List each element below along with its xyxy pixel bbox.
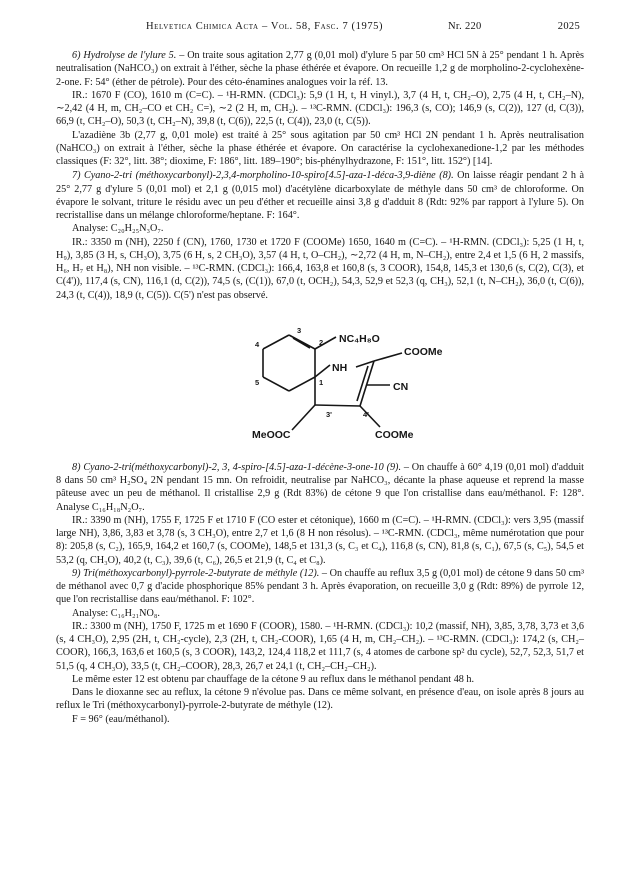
section-7-spectra: IR.: 3350 m (NH), 2250 f (CN), 1760, 1730 et 1720 F (COOMe) 1650, 1640 m (C=C). – ¹H-RMN. (CDCl₃): 5,25 (1 H, t, H₉), 3,85 (3 H, s, CH₃O), 3,75 (6 H, s, 2 CH₃O), 3,57 (4 H, t, O–CH₂), ∼2,72 (4 H, m, N–CH₂), entre 2,4 et 1,5 (6 H, 2 massifs, H₆, H₇ et H₈), NH non visible. – ¹³C-RMN. (CDCl₃): 166,4, 163,8 et 160,8 (s, 3 COOR), 154,8, 145,3 et 130,6 (s, C(2), C(3), et C(4')), 117,4 (s, CN), 116,1 (d, C(2)), 74,5 (s, (C(1)), 67,0 (t, OCH₂), 54,3, 52,9 et 52,3 (q, CH₃), 52,1 (t, N–CH₂), 36,0 (t, C(6)), 24,3 (t, C(4)), 18,9 (t, C(5)). C(5') n'est pas observé. — [56, 236, 584, 301]
ring-number-2: 2 — [319, 337, 324, 347]
article-body — [56, 49, 584, 726]
section-9-melting-point: F = 96° (eau/méthanol). — [72, 713, 170, 725]
section-6-spectra: IR.: 1670 F (CO), 1610 m (C=C). – ¹H-RMN. (CDCl₃): 5,9 (1 H, t, H vinyl.), 3,7 (4 H, t, CH₂–O), 2,75 (4 H, t, CH₂–N), ∼2,42 (4 H, m, CH₂–CO et CH₂ C=), ∼2 (2 H, m, CH₂). – ¹³C-RMN. (CDCl₃): 196,3 (s, CO); 146,9 (s, C(2)), 127 (d, C(3)), 66,9 (t, CH₂–O), 50,3 (t, CH₂–N), 39,8 (t, C(6)), 22,5 (t, C(4)), 23,0 (t, C(5)). — [56, 89, 584, 128]
section-7-paragraph — [56, 169, 584, 222]
section-8-text: – On chauffe à 60° 4,19 (0,01 mol) d'adduit 8 dans 50 cm³ H₂SO₄ 2N pendant 15 mn. On refroidit, neutralise par NaHCO₃, décante la phase aqueuse et reprend la masse pâteuse avec un peu de méthanol. Il cristallise 2,9 g (Rdt 83%) de cétone 9 que l'on cristallise dans eau/méthanol. F: 128°. Analyse C₁₆H₁₈N₂O₇. — [56, 461, 584, 513]
azadiene-paragraph: L'azadiène 3b (2,77 g, 0,01 mole) est traité à 25° sous agitation par 50 cm³ HCl 2N pendant 1 h. Après neutralisation (NaHCO₃) on extrait à l'éther, sèche la phase éthérée et évapore. On caractérise la cyclohexanedione-1,2 par les méthodes classiques (F: 32°, litt. 38°; dioxime, F: 186°, litt. 189–190°; bis-phénylhydrazone, F: 151°, litt. 152°) [14]. — [56, 129, 584, 167]
diagram-label-nh: NH — [332, 361, 348, 374]
ring-number-4: 4 — [255, 339, 260, 349]
structure-labels — [56, 305, 584, 455]
section-9-analysis: Analyse: C₁₆H₂₁NO₈. — [72, 607, 160, 619]
ring-number-5: 5 — [255, 377, 260, 387]
section-7-title: 7) Cyano-2-tri (méthoxycarbonyl)-2,3,4-morpholino-10-spiro[4.5]-aza-1-déca-3,9-diène (8). — [72, 170, 454, 182]
page-number: 2025 — [557, 21, 580, 32]
section-6-text: – On traite sous agitation 2,77 g (0,01 mol) d'ylure 5 par 50 cm³ HCl 5N à 25° pendant 1 h. Après neutralisation (NaHCO₃) on extrait à l'éther, sèche la phase éthérée et évapore. On recueille 1,2 g de morpholino-2-cyclohexène-2-one. F: 54° (éther de pétrole). Pour des céto-énamines analogues voir la réf. 13. — [56, 50, 584, 88]
diagram-label-cn: CN — [393, 380, 409, 393]
section-9-text: – On chauffe au reflux 3,5 g (0,01 mol) de cétone 9 dans 50 cm³ de méthanol avec 0,7 g d'acide phosphorique 85% pendant 3 h. Après évaporation, on recueille 3,0 g (Rdt: 89%) de pyrrole 12, que l'on recristallise dans eau/méthanol. F: 102°. — [56, 567, 585, 606]
section-9-spectra: IR.: 3300 m (NH), 1750 F, 1725 m et 1690 F (COOR), 1580. – ¹H-RMN. (CDCl₃): 10,2 (massif, NH), 3,85, 3,78, 3,73 et 3,6 (s, 4 CH₃O), 2,95 (2H, t, CH₂-cycle), 2,3 (2H, t, CH₂-COOR), 1,65 (4 H, m, CH₂–CH₂). – ¹³C-RMN. (CDCl₃): 174,2 (s, CH₂–COOR), 166,3, 163,6 et 160,5 (s, 3 COOR), 143,2, 124,4 118,2 et 111,7 (s, 4 atomes de carbone sp² du cycle), 52,7, 52,3, 51,7 et 51,5 (q, 4 CH₃O), 33,5 (t, CH₂–COOR), 28,3, 26,7 et 24,1 (t, CH₂–CH₂–CH₂). — [56, 620, 584, 672]
section-6-paragraph — [56, 49, 584, 89]
running-header — [56, 21, 580, 35]
section-9-dioxane: Dans le dioxanne sec au reflux, la cétone 9 n'évolue pas. Dans ce même solvant, en présence d'eau, on isole après 8 jours au reflux le Tri (méthoxycarbonyl)-pyrrole-2-butyrate de méthyle (12). — [56, 687, 584, 712]
section-7-text: On laisse réagir pendant 2 h à 25° 2,77 g d'ylure 5 (0,01 mol) et 2,1 g (0,015 mol) d'acétylène dicarboxylate de méthyle dans 50 cm³ de chloroforme. On évapore le solvant, triture le résidu avec un peu d'éther et recueille ainsi 3,8 g d'adduit 8 (Rdt: 92% par rapport à l'ylure 5). On recristallise dans un mélange chloroforme/heptane. F: 164°. — [56, 170, 585, 221]
section-6-title: 6) Hydrolyse de l'ylure 5. — [72, 50, 177, 61]
section-8-spectra: IR.: 3390 m (NH), 1755 F, 1725 F et 1710 F (CO ester et cétonique), 1660 m (C=C). – ¹H-RMN. (CDCl₃): vers 3,95 (massif large NH), 3,86, 3,83 et 3,78 (s, 3 CH₃O), entre 2,7 et 1,6 (8 H non résolus). – ¹³C-RMN. (CDCl₃, même numérotation que pour 8): 205,8 (s, C₂), 165,9, 164,2 et 160,7 (s, COOMe), 148,5 et 131,3 (s, C₃ et C₄), 116,8 (s, CN), 81,8 (s, C₁), 67,5 (s, C₅), 54,5 et 53,2 (q, CH₃O), 40,2 (t, C₃), 39,6 (t, C₆), 26,5 et 21,9 (t, C₄ et C₈). — [56, 514, 584, 566]
diagram-label-coome-bottom: COOMe — [375, 428, 414, 441]
section-8-title: 8) Cyano-2-tri(méthoxycarbonyl)-2, 3, 4-spiro-[4.5]-aza-1-décène-3-one-10 (9). — [72, 461, 401, 473]
diagram-label-nc4h8o: NC₄H₈O — [339, 332, 380, 345]
section-9-title: 9) Tri(méthoxycarbonyl)-pyrrole-2-butyrate de méthyle (12). — [72, 567, 320, 579]
section-7-analysis: Analyse: C₂₀H₂₅N₃O₇. — [72, 223, 164, 235]
diagram-label-meooc: MeOOC — [252, 428, 291, 441]
article-number: Nr. 220 — [448, 21, 482, 32]
section-9-paragraph — [56, 567, 584, 607]
ring-number-3: 3 — [297, 325, 302, 335]
ring-number-1: 1 — [319, 377, 324, 387]
structure-diagram-8 — [56, 305, 584, 455]
journal-title: Helvetica Chimica Acta – Vol. 58, Fasc. 7 (1975) — [146, 21, 384, 32]
section-9-same-ester: Le même ester 12 est obtenu par chauffage de la cétone 9 au reflux dans le méthanol pendant 48 h. — [72, 673, 475, 685]
ring-number-4prime: 4' — [363, 409, 369, 419]
diagram-label-coome-right: COOMe — [404, 345, 443, 358]
section-8-paragraph — [56, 461, 584, 514]
ring-number-3prime: 3' — [326, 409, 332, 419]
